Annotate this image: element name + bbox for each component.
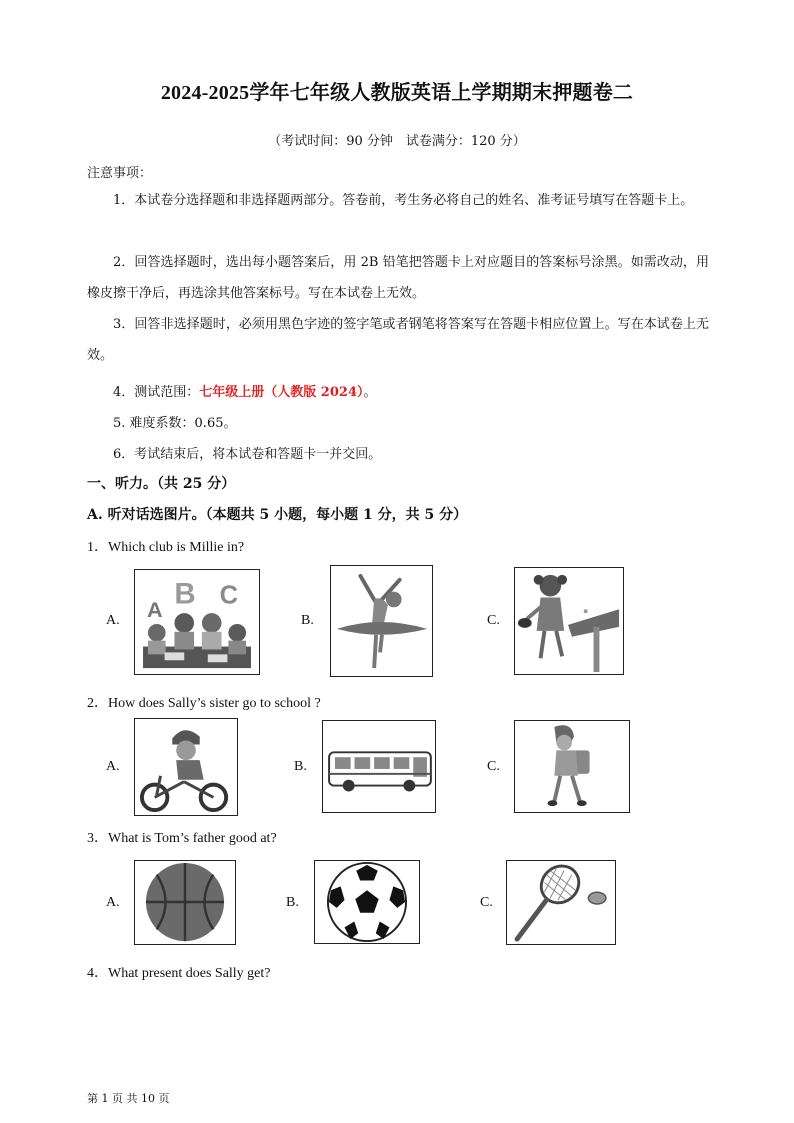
- page-footer: 第 1 页 共 10 页: [87, 1092, 170, 1105]
- q2-option-a[interactable]: A.: [106, 759, 120, 774]
- notice-1: 1．本试卷分选择题和非选择题两部分。答卷前，考生务必将自己的姓名、准考证号填写在答题卡上。: [113, 193, 694, 208]
- page-title: 2024-2025学年七年级人教版英语上学期期末押题卷二: [160, 82, 634, 104]
- svg-text:C: C: [219, 581, 238, 610]
- bus-illustration: [322, 720, 436, 813]
- notice-2: 2．回答选择题时，选出每小题答案后，用 2B 铅笔把答题卡上对应题目的答案标号涂黑。如需改动，用橡皮擦干净后，再选涂其他答案标号。写在本试卷上无效。: [87, 255, 709, 301]
- svg-text:B: B: [174, 577, 196, 611]
- part-a-heading: A. 听对话选图片。（本题共 5 小题，每小题 1 分，共 5 分）: [87, 507, 468, 523]
- svg-text:A: A: [146, 597, 163, 623]
- classroom-abc-illustration: [134, 569, 260, 675]
- notice-4-suffix: 。: [363, 385, 377, 400]
- notice-4: [113, 381, 377, 400]
- boy-on-bike-illustration: [134, 718, 238, 816]
- q1-option-c[interactable]: C.: [487, 613, 500, 628]
- notice-4-prefix: 4．测试范围：: [113, 385, 200, 400]
- q1-option-a[interactable]: A.: [106, 613, 120, 628]
- soccer-ball-illustration: [314, 860, 420, 944]
- exam-info: （考试时间：90 分钟 试卷满分：120 分）: [268, 134, 526, 149]
- question-3: 3．What is Tom’s father good at?: [87, 831, 277, 846]
- notice-6: 6．考试结束后，将本试卷和答题卡一并交回。: [113, 447, 382, 462]
- notice-3: 3．回答非选择题时，必须用黑色字迹的签字笔或者钢笔将答案写在答题卡相应位置上。写在本试卷上无效。: [87, 317, 709, 363]
- test-range: 七年级上册（人教版 2024）: [199, 385, 364, 400]
- q2-option-c[interactable]: C.: [487, 759, 500, 774]
- tennis-racket-illustration: [506, 860, 616, 945]
- girl-walking-illustration: [514, 720, 630, 813]
- q3-option-b[interactable]: B.: [286, 895, 299, 910]
- question-1: 1．Which club is Millie in?: [87, 540, 245, 555]
- section-listening: 一、听力。（共 25 分）: [87, 476, 236, 492]
- notice-heading: 注意事项：: [87, 166, 153, 181]
- ballet-dancer-illustration: [330, 565, 433, 677]
- q3-option-a[interactable]: A.: [106, 895, 120, 910]
- q1-option-b[interactable]: B.: [301, 613, 314, 628]
- notice-5: 5. 难度系数：0.65。: [113, 416, 237, 431]
- basketball-illustration: [134, 860, 236, 945]
- question-2: 2．How does Sally’s sister go to school ?: [87, 696, 321, 711]
- q2-option-b[interactable]: B.: [294, 759, 307, 774]
- ping-pong-girl-illustration: [514, 567, 624, 675]
- question-4: 4．What present does Sally get?: [87, 966, 271, 981]
- q3-option-c[interactable]: C.: [480, 895, 493, 910]
